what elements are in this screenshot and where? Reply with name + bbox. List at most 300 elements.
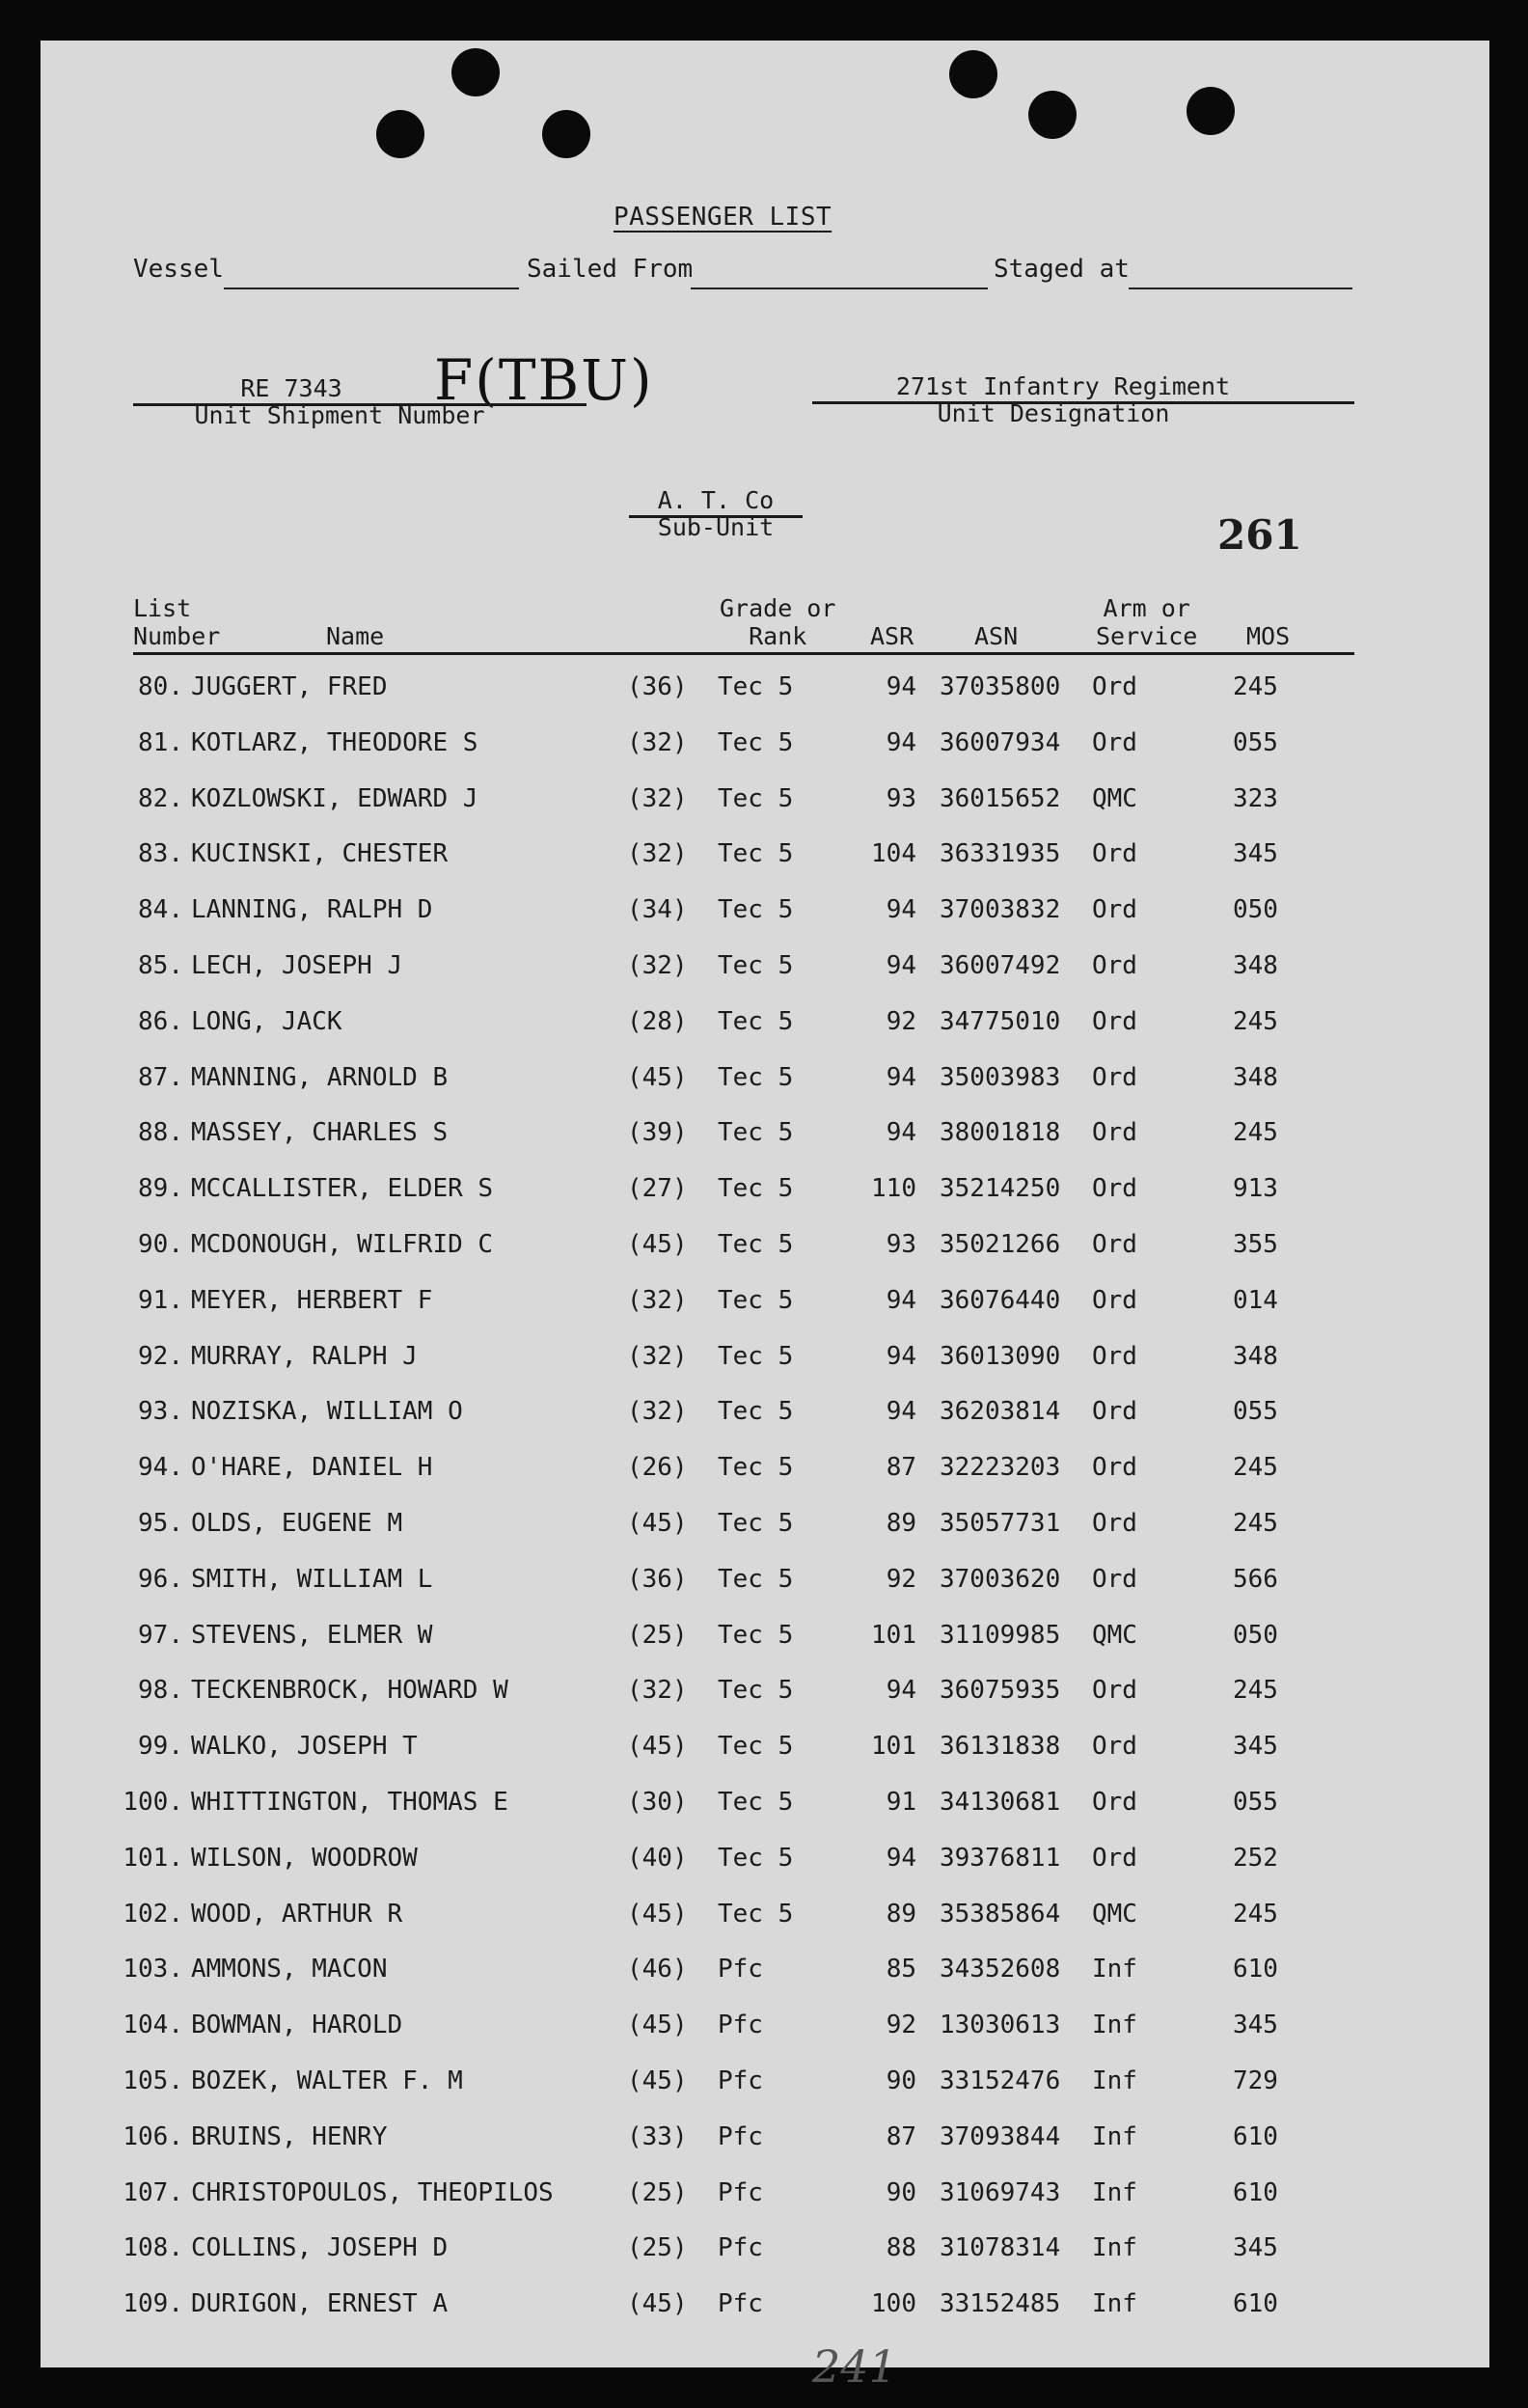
cell-asr: 89 — [886, 1899, 916, 1929]
cell-grade: Tec 5 — [718, 895, 794, 925]
cell-age: (28) — [627, 1006, 688, 1036]
cell-num: 101. — [123, 1843, 183, 1873]
cell-asn: 35214250 — [940, 1174, 1061, 1204]
table-row — [41, 1453, 1489, 1491]
cell-age: (30) — [627, 1788, 688, 1817]
cell-mos: 245 — [1233, 1453, 1278, 1483]
col-asr: ASR — [870, 622, 914, 650]
cell-arm: QMC — [1092, 783, 1137, 813]
col-name: Name — [326, 622, 385, 650]
unit-shipment-number: RE 7343 — [240, 374, 342, 402]
cell-grade: Tec 5 — [718, 1676, 794, 1706]
cell-asn: 35021266 — [940, 1230, 1061, 1259]
handwritten-annotation: F(TBU) — [434, 347, 654, 413]
cell-asn: 37003832 — [940, 895, 1061, 925]
cell-num: 85. — [138, 951, 183, 980]
cell-name: BOZEK, WALTER F. M — [191, 2066, 463, 2095]
cell-grade: Tec 5 — [718, 951, 794, 980]
cell-mos: 252 — [1233, 1843, 1278, 1873]
cell-asn: 36203814 — [940, 1397, 1061, 1427]
cell-num: 80. — [138, 672, 183, 701]
cell-asr: 94 — [886, 1062, 916, 1092]
cell-grade: Tec 5 — [718, 1788, 794, 1817]
cell-age: (46) — [627, 1955, 688, 1984]
punch-hole — [1028, 91, 1077, 139]
cell-age: (34) — [627, 895, 688, 925]
cell-asr: 94 — [886, 895, 916, 925]
punch-hole — [451, 48, 500, 96]
cell-asr: 94 — [886, 727, 916, 757]
cell-mos: 566 — [1233, 1564, 1278, 1594]
cell-age: (32) — [627, 951, 688, 980]
vessel-line — [224, 287, 519, 289]
cell-arm: Ord — [1092, 1397, 1137, 1427]
cell-age: (32) — [627, 1397, 688, 1427]
cell-name: STEVENS, ELMER W — [191, 1620, 433, 1650]
staged-at-label: Staged at — [994, 255, 1130, 284]
page-number: 261 — [1217, 511, 1302, 559]
cell-name: MCDONOUGH, WILFRID C — [191, 1230, 494, 1259]
cell-num: 93. — [138, 1397, 183, 1427]
staged-at-line — [1129, 287, 1352, 289]
cell-mos: 610 — [1233, 2177, 1278, 2207]
cell-arm: Ord — [1092, 1285, 1137, 1315]
cell-asn: 35057731 — [940, 1509, 1061, 1538]
cell-mos: 355 — [1233, 1230, 1278, 1259]
cell-grade: Tec 5 — [718, 1230, 794, 1259]
cell-asn: 36013090 — [940, 1341, 1061, 1371]
table-row — [41, 1007, 1489, 1046]
cell-mos: 055 — [1233, 1788, 1278, 1817]
table-row — [41, 1230, 1489, 1269]
table-row — [41, 2066, 1489, 2105]
cell-arm: Ord — [1092, 727, 1137, 757]
cell-num: 104. — [123, 2011, 183, 2040]
punch-hole — [376, 110, 424, 158]
cell-mos: 610 — [1233, 2121, 1278, 2151]
table-row — [41, 2011, 1489, 2049]
cell-asr: 93 — [886, 783, 916, 813]
cell-asn: 33152485 — [940, 2289, 1061, 2319]
cell-age: (32) — [627, 839, 688, 869]
cell-asn: 34775010 — [940, 1006, 1061, 1036]
cell-grade: Tec 5 — [718, 1509, 794, 1538]
cell-num: 109. — [123, 2289, 183, 2319]
cell-name: WOOD, ARTHUR R — [191, 1899, 403, 1929]
unit-designation: 271st Infantry Regiment — [895, 372, 1231, 400]
cell-name: SMITH, WILLIAM L — [191, 1564, 433, 1594]
cell-name: LANNING, RALPH D — [191, 895, 433, 925]
cell-num: 97. — [138, 1620, 183, 1650]
cell-num: 108. — [123, 2233, 183, 2263]
sub-unit: A. T. Co — [657, 486, 775, 514]
cell-asr: 92 — [886, 1564, 916, 1594]
table-row — [41, 1788, 1489, 1826]
cell-name: JUGGERT, FRED — [191, 672, 388, 701]
cell-asr: 87 — [886, 2121, 916, 2151]
col-asn: ASN — [974, 622, 1019, 650]
cell-grade: Tec 5 — [718, 1174, 794, 1204]
cell-asn: 36015652 — [940, 783, 1061, 813]
cell-age: (45) — [627, 1230, 688, 1259]
table-row — [41, 1732, 1489, 1770]
cell-grade: Tec 5 — [718, 1397, 794, 1427]
table-row — [41, 728, 1489, 767]
cell-asr: 90 — [886, 2177, 916, 2207]
col-list-number: List Number — [133, 594, 221, 650]
cell-grade: Pfc — [718, 2011, 763, 2040]
sailed-from-label: Sailed From — [527, 255, 694, 284]
cell-arm: Ord — [1092, 895, 1137, 925]
cell-mos: 610 — [1233, 2289, 1278, 2319]
cell-age: (25) — [627, 2233, 688, 2263]
cell-age: (36) — [627, 672, 688, 701]
table-row — [41, 1397, 1489, 1436]
cell-name: KUCINSKI, CHESTER — [191, 839, 449, 869]
cell-asr: 85 — [886, 1955, 916, 1984]
cell-asr: 94 — [886, 1843, 916, 1873]
cell-asr: 104 — [871, 839, 916, 869]
cell-asn: 36075935 — [940, 1676, 1061, 1706]
cell-asr: 110 — [871, 1174, 916, 1204]
cell-asn: 38001818 — [940, 1118, 1061, 1148]
cell-asn: 32223203 — [940, 1453, 1061, 1483]
cell-num: 89. — [138, 1174, 183, 1204]
cell-arm: Inf — [1092, 2011, 1137, 2040]
sailed-from-line — [691, 287, 988, 289]
cell-name: MURRAY, RALPH J — [191, 1341, 418, 1371]
cell-age: (32) — [627, 727, 688, 757]
cell-arm: Inf — [1092, 2177, 1137, 2207]
cell-age: (32) — [627, 783, 688, 813]
cell-asr: 90 — [886, 2066, 916, 2095]
bottom-annotation: 241 — [812, 2340, 897, 2393]
table-row — [41, 895, 1489, 934]
cell-mos: 245 — [1233, 1509, 1278, 1538]
cell-name: MASSEY, CHARLES S — [191, 1118, 449, 1148]
cell-num: 96. — [138, 1564, 183, 1594]
cell-arm: Ord — [1092, 1843, 1137, 1873]
cell-name: LECH, JOSEPH J — [191, 951, 403, 980]
cell-name: CHRISTOPOULOS, THEOPILOS — [191, 2177, 554, 2207]
cell-name: WHITTINGTON, THOMAS E — [191, 1788, 508, 1817]
table-row — [41, 1118, 1489, 1157]
cell-mos: 913 — [1233, 1174, 1278, 1204]
cell-grade: Pfc — [718, 2233, 763, 2263]
cell-age: (45) — [627, 1899, 688, 1929]
cell-mos: 348 — [1233, 1062, 1278, 1092]
cell-num: 98. — [138, 1676, 183, 1706]
cell-arm: Ord — [1092, 1230, 1137, 1259]
cell-asn: 37093844 — [940, 2121, 1061, 2151]
cell-age: (36) — [627, 1564, 688, 1594]
cell-asr: 94 — [886, 1285, 916, 1315]
cell-age: (25) — [627, 1620, 688, 1650]
cell-grade: Tec 5 — [718, 1118, 794, 1148]
cell-name: COLLINS, JOSEPH D — [191, 2233, 449, 2263]
cell-grade: Tec 5 — [718, 1899, 794, 1929]
cell-arm: Ord — [1092, 951, 1137, 980]
cell-num: 86. — [138, 1006, 183, 1036]
cell-arm: Ord — [1092, 1453, 1137, 1483]
cell-mos: 050 — [1233, 895, 1278, 925]
cell-num: 102. — [123, 1899, 183, 1929]
cell-arm: Ord — [1092, 1509, 1137, 1538]
cell-mos: 245 — [1233, 672, 1278, 701]
cell-mos: 245 — [1233, 1118, 1278, 1148]
cell-asn: 35003983 — [940, 1062, 1061, 1092]
cell-age: (25) — [627, 2177, 688, 2207]
cell-asn: 34352608 — [940, 1955, 1061, 1984]
cell-num: 94. — [138, 1453, 183, 1483]
cell-arm: Ord — [1092, 839, 1137, 869]
cell-num: 103. — [123, 1955, 183, 1984]
cell-age: (33) — [627, 2121, 688, 2151]
table-row — [41, 2122, 1489, 2161]
cell-name: TECKENBROCK, HOWARD W — [191, 1676, 508, 1706]
cell-arm: Inf — [1092, 2233, 1137, 2263]
punch-hole — [949, 50, 997, 98]
unit-designation-label: Unit Designation — [937, 399, 1170, 427]
col-mos: MOS — [1246, 622, 1291, 650]
cell-asn: 36076440 — [940, 1285, 1061, 1315]
cell-grade: Pfc — [718, 2289, 763, 2319]
table-row — [41, 1565, 1489, 1603]
cell-asr: 87 — [886, 1453, 916, 1483]
cell-mos: 245 — [1233, 1899, 1278, 1929]
cell-age: (32) — [627, 1285, 688, 1315]
cell-age: (45) — [627, 2011, 688, 2040]
cell-mos: 345 — [1233, 2011, 1278, 2040]
cell-age: (45) — [627, 1509, 688, 1538]
cell-num: 84. — [138, 895, 183, 925]
cell-grade: Tec 5 — [718, 1564, 794, 1594]
cell-num: 88. — [138, 1118, 183, 1148]
cell-num: 81. — [138, 727, 183, 757]
cell-asn: 33152476 — [940, 2066, 1061, 2095]
cell-arm: QMC — [1092, 1899, 1137, 1929]
cell-asn: 13030613 — [940, 2011, 1061, 2040]
cell-mos: 245 — [1233, 1676, 1278, 1706]
cell-name: MANNING, ARNOLD B — [191, 1062, 449, 1092]
cell-num: 87. — [138, 1062, 183, 1092]
cell-arm: Ord — [1092, 672, 1137, 701]
cell-name: NOZISKA, WILLIAM O — [191, 1397, 463, 1427]
cell-asr: 101 — [871, 1620, 916, 1650]
table-row — [41, 1844, 1489, 1882]
table-row — [41, 2178, 1489, 2217]
cell-arm: Ord — [1092, 1732, 1137, 1762]
cell-num: 106. — [123, 2121, 183, 2151]
cell-asn: 36007492 — [940, 951, 1061, 980]
passenger-list-sheet — [41, 41, 1489, 2393]
cell-asr: 101 — [871, 1732, 916, 1762]
table-row — [41, 839, 1489, 878]
cell-mos: 055 — [1233, 1397, 1278, 1427]
cell-arm: Ord — [1092, 1174, 1137, 1204]
cell-asr: 91 — [886, 1788, 916, 1817]
table-row — [41, 1676, 1489, 1714]
cell-name: O'HARE, DANIEL H — [191, 1453, 433, 1483]
cell-grade: Pfc — [718, 1955, 763, 1984]
cell-name: WILSON, WOODROW — [191, 1843, 418, 1873]
cell-age: (45) — [627, 2289, 688, 2319]
cell-name: KOTLARZ, THEODORE S — [191, 727, 478, 757]
cell-mos: 245 — [1233, 1006, 1278, 1036]
table-row — [41, 1063, 1489, 1102]
table-row — [41, 1900, 1489, 1938]
cell-arm: Ord — [1092, 1341, 1137, 1371]
cell-asr: 92 — [886, 2011, 916, 2040]
cell-mos: 014 — [1233, 1285, 1278, 1315]
cell-arm: Ord — [1092, 1564, 1137, 1594]
cell-grade: Tec 5 — [718, 1006, 794, 1036]
cell-name: OLDS, EUGENE M — [191, 1509, 403, 1538]
cell-mos: 050 — [1233, 1620, 1278, 1650]
cell-grade: Tec 5 — [718, 1453, 794, 1483]
cell-num: 107. — [123, 2177, 183, 2207]
cell-arm: Ord — [1092, 1676, 1137, 1706]
cell-name: KOZLOWSKI, EDWARD J — [191, 783, 478, 813]
table-row — [41, 672, 1489, 711]
cell-grade: Tec 5 — [718, 783, 794, 813]
cell-asn: 36331935 — [940, 839, 1061, 869]
cell-mos: 345 — [1233, 1732, 1278, 1762]
cell-num: 95. — [138, 1509, 183, 1538]
cell-name: LONG, JACK — [191, 1006, 342, 1036]
cell-asn: 35385864 — [940, 1899, 1061, 1929]
cell-num: 83. — [138, 839, 183, 869]
cell-grade: Pfc — [718, 2121, 763, 2151]
cell-mos: 345 — [1233, 839, 1278, 869]
table-row — [41, 2289, 1489, 2328]
cell-num: 92. — [138, 1341, 183, 1371]
cell-arm: Ord — [1092, 1788, 1137, 1817]
table-row — [41, 951, 1489, 990]
cell-asn: 37003620 — [940, 1564, 1061, 1594]
cell-name: WALKO, JOSEPH T — [191, 1732, 418, 1762]
cell-age: (32) — [627, 1676, 688, 1706]
cell-age: (26) — [627, 1453, 688, 1483]
cell-asr: 94 — [886, 1341, 916, 1371]
cell-arm: Inf — [1092, 1955, 1137, 1984]
col-arm: Arm or Service — [1096, 594, 1198, 650]
cell-asr: 89 — [886, 1509, 916, 1538]
cell-mos: 348 — [1233, 951, 1278, 980]
cell-asr: 94 — [886, 1676, 916, 1706]
cell-asn: 34130681 — [940, 1788, 1061, 1817]
cell-asn: 31078314 — [940, 2233, 1061, 2263]
cell-grade: Tec 5 — [718, 1732, 794, 1762]
cell-grade: Pfc — [718, 2177, 763, 2207]
cell-name: BOWMAN, HAROLD — [191, 2011, 403, 2040]
cell-name: BRUINS, HENRY — [191, 2121, 388, 2151]
cell-name: MCCALLISTER, ELDER S — [191, 1174, 494, 1204]
cell-arm: Inf — [1092, 2121, 1137, 2151]
table-row — [41, 2233, 1489, 2272]
cell-arm: Ord — [1092, 1062, 1137, 1092]
cell-arm: Ord — [1092, 1118, 1137, 1148]
sub-unit-label: Sub-Unit — [657, 513, 775, 541]
cell-grade: Tec 5 — [718, 727, 794, 757]
cell-mos: 729 — [1233, 2066, 1278, 2095]
cell-arm: Ord — [1092, 1006, 1137, 1036]
cell-grade: Tec 5 — [718, 1062, 794, 1092]
cell-asn: 36007934 — [940, 727, 1061, 757]
cell-age: (45) — [627, 1732, 688, 1762]
cell-name: AMMONS, MACON — [191, 1955, 388, 1984]
cell-asn: 37035800 — [940, 672, 1061, 701]
cell-arm: Inf — [1092, 2066, 1137, 2095]
cell-num: 91. — [138, 1285, 183, 1315]
cell-age: (27) — [627, 1174, 688, 1204]
document-title: PASSENGER LIST — [614, 203, 832, 232]
cell-num: 100. — [123, 1788, 183, 1817]
unit-shipment-label: Unit Shipment Number — [194, 401, 485, 429]
table-row — [41, 1955, 1489, 1993]
cell-mos: 345 — [1233, 2233, 1278, 2263]
cell-name: MEYER, HERBERT F — [191, 1285, 433, 1315]
cell-grade: Tec 5 — [718, 1285, 794, 1315]
table-row — [41, 1509, 1489, 1547]
cell-mos: 055 — [1233, 727, 1278, 757]
cell-num: 99. — [138, 1732, 183, 1762]
cell-asr: 94 — [886, 672, 916, 701]
cell-asr: 88 — [886, 2233, 916, 2263]
cell-arm: QMC — [1092, 1620, 1137, 1650]
cell-asr: 94 — [886, 1397, 916, 1427]
cell-num: 90. — [138, 1230, 183, 1259]
table-row — [41, 784, 1489, 823]
punch-hole — [1187, 87, 1235, 135]
column-header-rule — [133, 652, 1354, 655]
table-row — [41, 1174, 1489, 1213]
cell-num: 105. — [123, 2066, 183, 2095]
cell-grade: Tec 5 — [718, 672, 794, 701]
table-row — [41, 1621, 1489, 1659]
cell-asr: 100 — [871, 2289, 916, 2319]
cell-asr: 94 — [886, 951, 916, 980]
cell-mos: 610 — [1233, 1955, 1278, 1984]
cell-grade: Tec 5 — [718, 1341, 794, 1371]
cell-age: (40) — [627, 1843, 688, 1873]
cell-grade: Tec 5 — [718, 1620, 794, 1650]
cell-asn: 31069743 — [940, 2177, 1061, 2207]
cell-asn: 31109985 — [940, 1620, 1061, 1650]
vessel-label: Vessel — [133, 255, 224, 284]
cell-asn: 36131838 — [940, 1732, 1061, 1762]
cell-mos: 323 — [1233, 783, 1278, 813]
cell-asn: 39376811 — [940, 1843, 1061, 1873]
cell-asr: 94 — [886, 1118, 916, 1148]
cell-mos: 348 — [1233, 1341, 1278, 1371]
cell-num: 82. — [138, 783, 183, 813]
cell-grade: Tec 5 — [718, 1843, 794, 1873]
punch-hole — [542, 110, 590, 158]
col-grade: Grade or Rank — [720, 594, 836, 650]
table-row — [41, 1286, 1489, 1325]
cell-grade: Pfc — [718, 2066, 763, 2095]
cell-arm: Inf — [1092, 2289, 1137, 2319]
cell-age: (45) — [627, 2066, 688, 2095]
cell-asr: 93 — [886, 1230, 916, 1259]
cell-age: (32) — [627, 1341, 688, 1371]
cell-asr: 92 — [886, 1006, 916, 1036]
cell-grade: Tec 5 — [718, 839, 794, 869]
table-row — [41, 1342, 1489, 1381]
cell-name: DURIGON, ERNEST A — [191, 2289, 449, 2319]
cell-age: (45) — [627, 1062, 688, 1092]
